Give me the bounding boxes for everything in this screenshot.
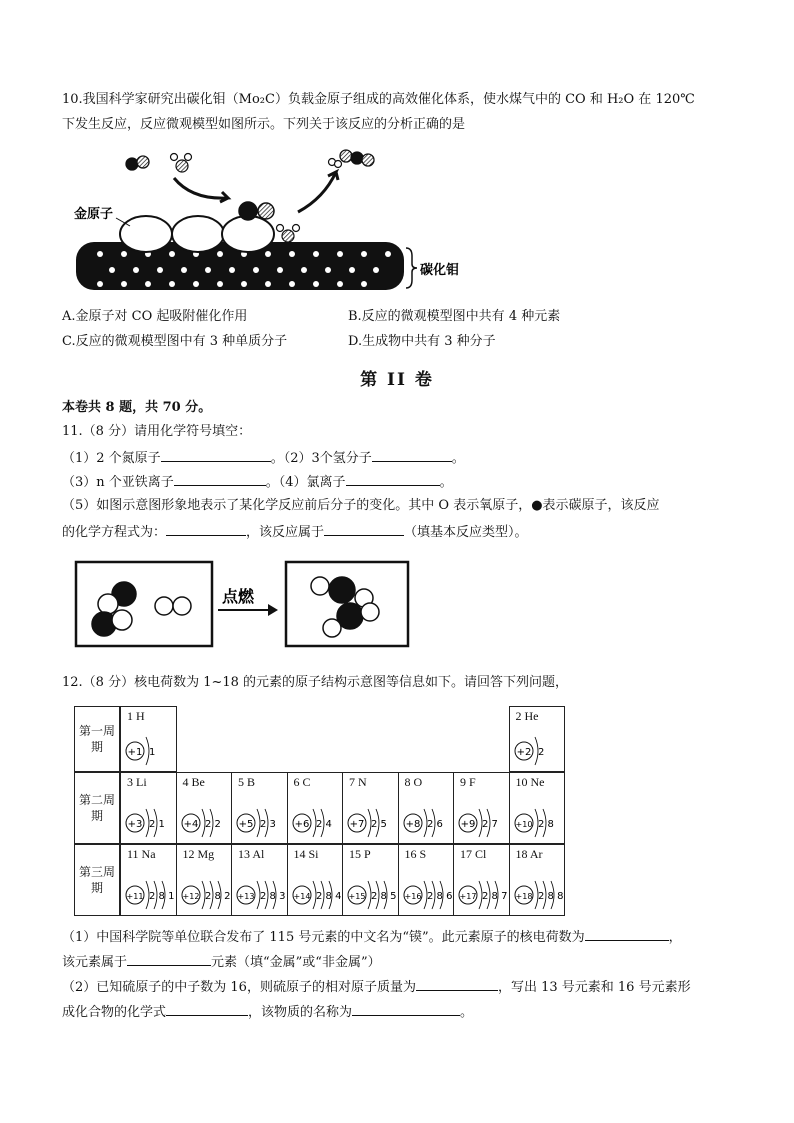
period-label-2: 第二周期	[74, 772, 120, 844]
element-symbol: 4 Be	[182, 775, 205, 789]
answer-blank[interactable]	[346, 471, 440, 486]
atom-structure-diagram	[456, 869, 510, 913]
electron-config: 2 8 4	[315, 891, 341, 902]
q12-p2-text: （2）已知硫原子的中子数为 16，则硫原子的相对原子质量为	[62, 980, 416, 995]
element-cell	[176, 772, 233, 844]
atom-structure-diagram	[512, 797, 566, 841]
element-symbol: 14 Si	[293, 847, 319, 861]
element-cell	[509, 772, 566, 844]
element-cell	[176, 844, 233, 916]
element-symbol: 13 Al	[238, 847, 265, 861]
nuclear-charge: +11	[126, 892, 144, 901]
nuclear-charge: +8	[405, 819, 420, 830]
incoming-h2o-molecule	[171, 154, 192, 173]
q12-stem: 12.（8 分）核电荷数为 1~18 的元素的原子结构示意图等信息如下。请回答下列问题，	[62, 675, 569, 690]
ignite-label: 点燃	[222, 587, 255, 606]
electron-config: 2 7	[482, 819, 498, 830]
element-symbol: 7 N	[349, 775, 367, 789]
q11-stem: 11.（8 分）请用化学符号填空：	[62, 424, 252, 439]
moc-label: 碳化钼	[420, 263, 460, 278]
nuclear-charge: +18	[515, 892, 532, 901]
q11-p5-hint: （填基本反应类型）。	[404, 525, 528, 540]
atom-structure-diagram	[345, 869, 399, 913]
adsorbed-h2o-molecule	[277, 225, 300, 243]
element-symbol: 12 Mg	[182, 847, 215, 861]
q10-option-d[interactable]: D.生成物中共有 3 种分子	[348, 334, 496, 349]
element-cell	[120, 844, 177, 916]
q11-p3-label: （3）n 个亚铁离子	[62, 475, 174, 490]
nuclear-charge: +1	[127, 747, 143, 758]
electron-config: 2 8 1	[149, 891, 175, 902]
q11-p5-line2	[62, 521, 528, 543]
q12-part1-line1	[62, 926, 682, 948]
q12-p1-text: （1）中国科学院等单位联合发布了 115 号元素的中文名为“镆”。此元素原子的核电荷数为	[62, 930, 585, 945]
electron-config: 2 3	[260, 819, 276, 830]
element-cell	[231, 844, 288, 916]
element-cell	[120, 706, 177, 772]
atom-structure-diagram	[234, 869, 288, 913]
element-cell	[398, 772, 455, 844]
nuclear-charge: +14	[293, 892, 310, 901]
q11-reaction-diagram	[74, 558, 414, 650]
period-label-1: 第一周期	[74, 706, 120, 772]
element-cell	[398, 844, 455, 916]
comma: ，	[668, 930, 682, 945]
period-label-3: 第三周期	[74, 844, 120, 916]
element-symbol: 6 C	[293, 775, 311, 789]
adsorption-arrow-icon	[174, 178, 228, 202]
reactant-o2-molecule	[155, 597, 191, 615]
electron-config: 2 6	[426, 819, 443, 830]
answer-blank[interactable]	[166, 521, 246, 536]
atom-structure-diagram	[401, 869, 455, 913]
q12-p2-text2: ，写出 13 号元素和 16 号元素形	[497, 980, 691, 995]
electron-config: 2 8 7	[482, 891, 508, 902]
q12-p2-text4: ，该物质的名称为	[248, 1005, 353, 1020]
desorption-arrow-icon	[298, 172, 338, 212]
answer-blank[interactable]	[324, 521, 404, 536]
element-symbol: 11 Na	[127, 847, 156, 861]
q12-part2-line1	[62, 976, 691, 998]
atom-structure-diagram	[290, 797, 344, 841]
reaction-arrow-icon	[268, 604, 278, 616]
answer-blank[interactable]	[585, 926, 669, 941]
element-cell	[287, 844, 344, 916]
nuclear-charge: +17	[459, 892, 477, 901]
nuclear-charge: +16	[404, 892, 421, 901]
answer-blank[interactable]	[166, 1001, 248, 1016]
nuclear-charge: +2	[516, 747, 531, 758]
atom-structure-diagram	[512, 725, 566, 769]
element-cell	[342, 844, 399, 916]
q12-part2-line2	[62, 1001, 473, 1023]
answer-blank[interactable]	[352, 1001, 460, 1016]
electron-config: 2 4	[315, 819, 332, 830]
answer-blank[interactable]	[161, 447, 271, 462]
element-symbol: 3 Li	[127, 775, 147, 789]
nuclear-charge: +6	[294, 819, 309, 830]
element-cell	[453, 844, 510, 916]
gold-atom-label: 金原子	[74, 207, 114, 222]
gold-atoms	[120, 216, 274, 252]
electron-config: 2 8 8	[537, 891, 563, 902]
q11-p5-line1: （5）如图示意图形象地表示了某化学反应前后分子的变化。其中 O 表示氧原子，●表示碳原子，该反应	[62, 498, 660, 513]
q11-part1-line: （1）2 个氮原子 。（2）3个氢分子 。	[62, 447, 465, 469]
q12-p1-text2: 该元素属于	[62, 955, 128, 970]
electron-config: 2 2	[204, 819, 221, 830]
atom-structure-diagram	[123, 797, 177, 841]
q11-part3-line: （3）n 个亚铁离子 。（4）氯离子 。	[62, 471, 453, 493]
answer-blank[interactable]	[174, 471, 266, 486]
q11-p4-label: 。（4）氯离子	[265, 475, 346, 490]
electron-config: 2 8	[537, 819, 554, 830]
nuclear-charge: +3	[127, 819, 143, 830]
element-cell	[342, 772, 399, 844]
q11-p1-label: （1）2 个氮原子	[62, 451, 161, 466]
element-symbol: 16 S	[404, 847, 427, 861]
atom-structure-diagram	[123, 869, 177, 913]
nuclear-charge: +9	[460, 819, 476, 830]
q12-part1-line2	[62, 951, 381, 973]
q10-stem-line1: 10.我国科学家研究出碳化钼（Mo₂C）负载金原子组成的高效催化体系，使水煤气中的 CO 和 H₂O 在 120℃	[62, 92, 695, 107]
element-symbol: 9 F	[460, 775, 476, 789]
q11-p5-type-label: ，该反应属于	[246, 525, 325, 540]
electron-config: 1	[149, 747, 156, 758]
electron-config: 2	[537, 747, 544, 758]
nuclear-charge: +15	[348, 892, 366, 901]
q11-p5-eq-label: 的化学方程式为：	[62, 525, 167, 540]
section-title: 第 II 卷	[360, 370, 434, 390]
atom-structure-diagram	[456, 797, 510, 841]
electron-config: 2 8 5	[371, 891, 397, 902]
section-desc: 本卷共 8 题，共 70 分。	[62, 400, 212, 415]
atom-structure-diagram	[345, 797, 399, 841]
period: 。	[460, 1005, 474, 1020]
element-cell	[287, 772, 344, 844]
q10-reaction-figure	[70, 142, 490, 300]
element-cell	[509, 706, 566, 772]
q10-stem-line2: 下发生反应，反应微观模型如图所示。下列关于该反应的分析正确的是	[62, 117, 466, 132]
nuclear-charge: +12	[182, 892, 199, 901]
nuclear-charge: +4	[183, 819, 198, 830]
atom-structure-diagram	[290, 869, 344, 913]
answer-blank[interactable]	[372, 447, 452, 462]
element-cell	[509, 844, 566, 916]
atom-structure-diagram	[179, 797, 233, 841]
atom-structure-diagram	[123, 725, 177, 769]
q10-option-c[interactable]: C.反应的微观模型图中有 3 种单质分子	[62, 334, 288, 349]
q12-p1-hint: 元素（填“金属”或“非金属”）	[211, 955, 381, 970]
atom-structure-diagram	[179, 869, 233, 913]
atom-structure-diagram	[512, 869, 566, 913]
electron-config: 2 1	[149, 819, 165, 830]
element-cell	[453, 772, 510, 844]
element-symbol: 10 Ne	[515, 775, 545, 789]
element-symbol: 15 P	[349, 847, 371, 861]
element-symbol: 5 B	[238, 775, 256, 789]
nuclear-charge: +10	[515, 820, 532, 829]
product-co2-molecule	[340, 150, 374, 166]
atom-structure-diagram	[401, 797, 455, 841]
nuclear-charge: +5	[238, 819, 254, 830]
q12-p2-text3: 成化合物的化学式	[62, 1005, 167, 1020]
q10-option-b[interactable]: B.反应的微观模型图中共有 4 种元素	[348, 309, 561, 324]
element-symbol: 18 Ar	[515, 847, 543, 861]
electron-config: 2 8 3	[260, 891, 286, 902]
product-h2-molecule	[329, 159, 342, 168]
element-cell	[231, 772, 288, 844]
element-symbol: 17 Cl	[460, 847, 487, 861]
reactant-co-molecules	[92, 582, 136, 636]
atom-structure-diagram	[234, 797, 288, 841]
element-symbol: 8 O	[404, 775, 423, 789]
q10-option-a[interactable]: A.金原子对 CO 起吸附催化作用	[62, 309, 248, 324]
nuclear-charge: +7	[349, 819, 365, 830]
electron-config: 2 8 6	[426, 891, 452, 902]
element-symbol: 2 He	[515, 709, 539, 723]
electron-config: 2 5	[371, 819, 387, 830]
electron-config: 2 8 2	[204, 891, 230, 902]
answer-blank[interactable]	[416, 976, 498, 991]
q11-p2-label: 。（2）3个氢分子	[270, 451, 372, 466]
product-co2-molecules	[311, 577, 379, 637]
element-cell	[120, 772, 177, 844]
incoming-co-molecule	[126, 156, 149, 170]
nuclear-charge: +13	[237, 892, 255, 901]
answer-blank[interactable]	[127, 951, 211, 966]
element-symbol: 1 H	[127, 709, 145, 723]
